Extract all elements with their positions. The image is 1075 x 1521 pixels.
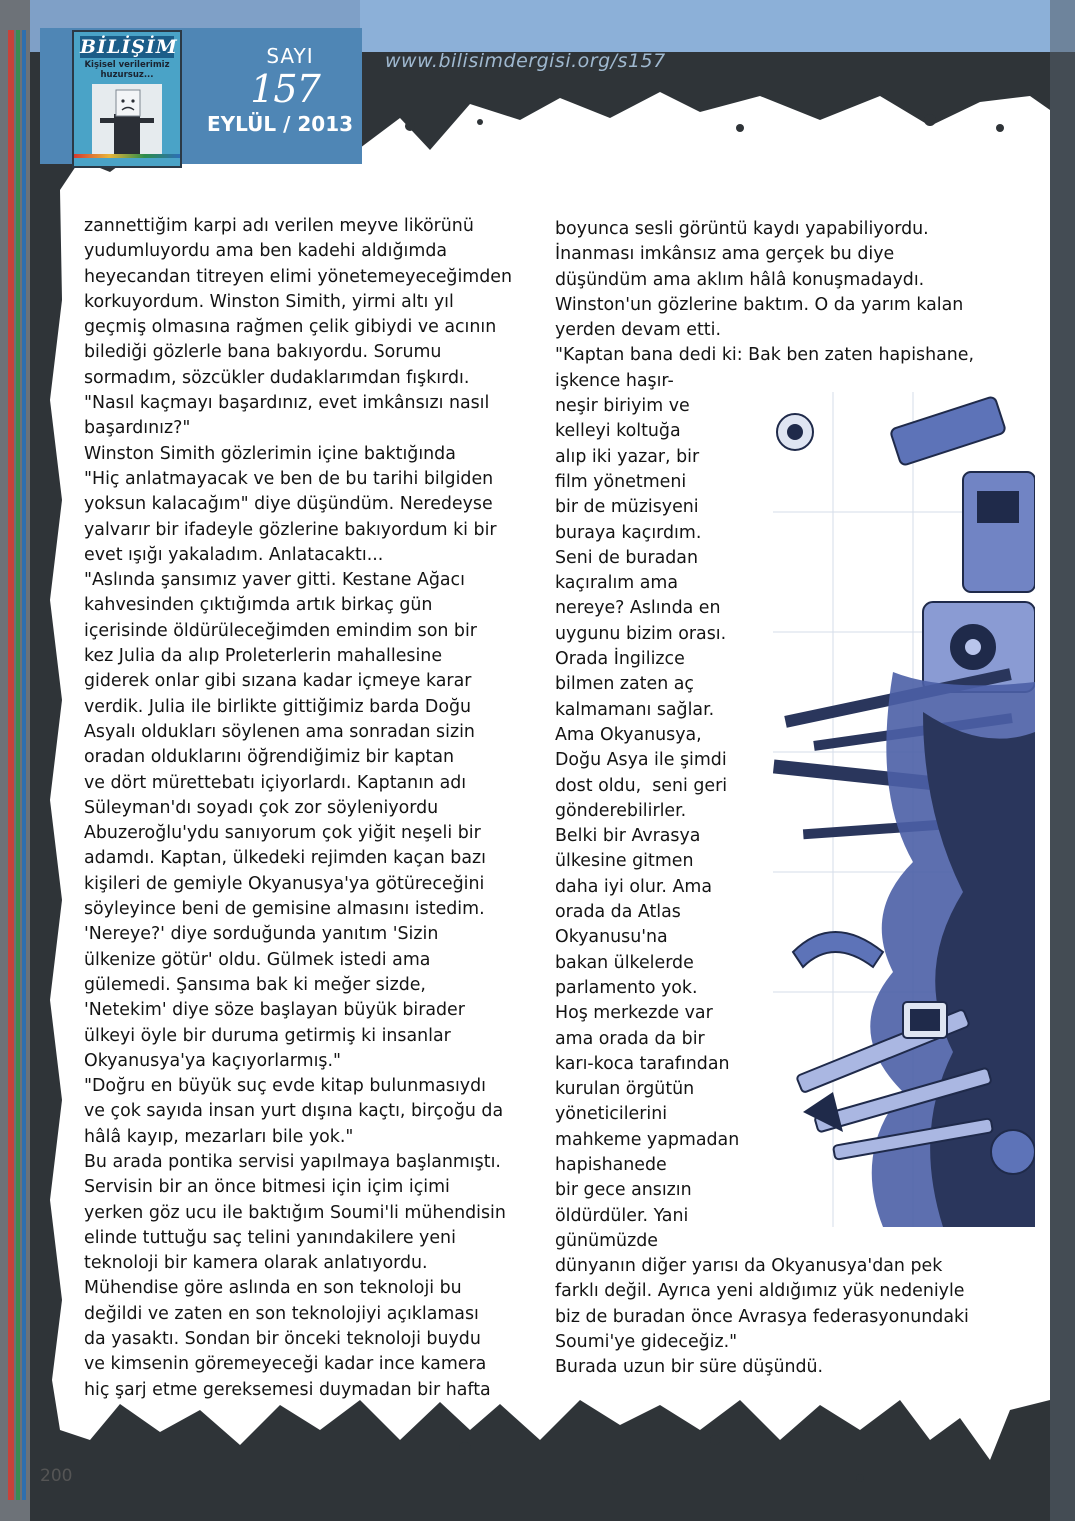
right-column-line: alıp iki yazar, bir <box>555 446 700 467</box>
right-column-line: film yönetmeni <box>555 471 687 492</box>
left-column-line: ve kimsenin göremeyeceği kadar ince kamera <box>84 1354 487 1375</box>
right-column-line: Winston'un gözlerine baktım. O da yarım kalan <box>555 294 964 315</box>
right-column-line: Seni de buradan <box>555 547 698 568</box>
left-column-line: kişileri de gemiyle Okyanusya'ya götüreceğini <box>84 873 485 894</box>
right-column-line: düşündüm ama aklım hâlâ konuşmadaydı. <box>555 269 925 290</box>
left-column-line: sormadım, sözcükler dudaklarımdan fışkırdı. <box>84 367 470 388</box>
left-column-line: da yasaktı. Sondan bir önceki teknoloji buydu <box>84 1329 481 1350</box>
left-column-line: geçmiş olmasına rağmen çelik gibiydi ve acının <box>84 317 497 338</box>
right-column-line: bilmen zaten aç <box>555 674 694 695</box>
site-url[interactable]: www.bilisimdergisi.org/s157 <box>385 50 666 72</box>
page-number: 200 <box>40 1466 73 1486</box>
left-column-line: giderek onlar gibi sızana kadar içmeye karar <box>84 671 472 692</box>
left-column-line: "Hiç anlatmayacak ve ben de bu tarihi bilgiden <box>84 468 494 489</box>
left-column-line: Abuzeroğlu'ydu sanıyorum çok yiğit neşeli bir <box>84 823 481 844</box>
right-column-line: bakan ülkelerde <box>555 952 694 973</box>
left-column-line: hâlâ kayıp, mezarları bile yok." <box>84 1126 354 1147</box>
left-column-line: zannettiğim karpi adı verilen meyve likörünü <box>84 216 474 236</box>
right-column-line: Soumi'ye gideceğiz." <box>555 1332 738 1353</box>
right-column-line: biz de buradan önce Avrasya federasyonundaki <box>555 1306 969 1327</box>
right-column-line: kalmamanı sağlar. <box>555 699 715 720</box>
issue-label: SAYI <box>266 44 314 68</box>
right-column-line: farklı değil. Ayrıca yeni aldığımız yük nedeniyle <box>555 1281 965 1302</box>
right-column-line: parlamento yok. <box>555 977 698 998</box>
right-column-line: Burada uzun bir süre düşündü. <box>555 1357 824 1378</box>
left-column-line: yerken göz ucu ile baktığım Soumi'li mühendisin <box>84 1202 506 1223</box>
left-column-line: Bu arada pontika servisi yapılmaya başlanmıştı. <box>84 1151 501 1172</box>
left-column-line: yalvarır bir ifadeyle gözlerine bakıyordum ki bir <box>84 519 497 540</box>
left-column-line: Servisin bir an önce bitmesi için içim içimi <box>84 1177 450 1198</box>
left-column-line: kahvesinden çıktığımda artık birkaç gün <box>84 595 433 616</box>
left-column-line: gülemedi. Şansıma bak ki meğer sizde, <box>84 974 426 995</box>
left-column-line: hiç şarj etme gereksemesi duymadan bir hafta <box>84 1379 491 1400</box>
left-column-line: adamdı. Kaptan, ülkedeki rejimden kaçan bazı <box>84 848 486 869</box>
right-column-line: ama orada da bir <box>555 1028 705 1049</box>
left-column-line: korkuyordum. Winston Simith, yirmi altı yıl <box>84 291 454 312</box>
right-column-line: yöneticilerini <box>555 1104 668 1125</box>
right-column-line: "Kaptan bana dedi ki: Bak ben zaten hapishane, <box>555 345 975 366</box>
left-column-line: başardınız?" <box>84 418 191 439</box>
surveillance-collage-illustration <box>773 392 1035 1227</box>
left-column-line: kez Julia da alıp Proleterlerin mahallesine <box>84 646 443 667</box>
left-column-line: "Nasıl kaçmayı başardınız, evet imkânsızı nasıl <box>84 393 490 414</box>
right-column-line: dost oldu, seni geri <box>555 775 728 796</box>
cover-headline: Kişisel verilerimiz huzursuz... <box>84 60 170 80</box>
issue-date: EYLÜL / 2013 <box>206 112 354 136</box>
right-column-line: Okyanusu'na <box>555 927 668 948</box>
cover-stripe <box>74 154 180 158</box>
left-column-line: ve dört mürettebatı içiyorlardı. Kaptanın adı <box>84 772 467 793</box>
right-column-line: karı-koca tarafından <box>555 1053 730 1074</box>
left-column-line: söyleyince beni de gemisine almasını istedim. <box>84 899 485 920</box>
left-column-line: oradan olduklarını öğrendiğimiz bir kaptan <box>84 747 454 768</box>
right-column-line: günümüzde <box>555 1230 658 1251</box>
right-column-line: orada da Atlas <box>555 902 681 923</box>
left-column-line: Süleyman'dı soyadı çok zor söyleniyordu <box>84 797 439 818</box>
right-column-line: neşir biriyim ve <box>555 396 690 417</box>
right-column-line: mahkeme yapmadan <box>555 1129 740 1150</box>
right-column-line: öldürdüler. Yani <box>555 1205 689 1226</box>
surveillance-collage-icon <box>773 392 1035 1227</box>
left-column-line: içerisinde öldürüleceğimden emindim son bir <box>84 620 477 641</box>
left-column-line: Asyalı oldukları söylenen ama sonradan sizin <box>84 721 475 742</box>
right-column-line: Hoş merkezde var <box>555 1003 713 1024</box>
right-column-line: hapishanede <box>555 1154 667 1175</box>
left-column-line: Mühendise göre aslında en son teknoloji bu <box>84 1278 462 1299</box>
magazine-cover-thumbnail <box>72 30 182 168</box>
left-column-line: evet ışığı yakaladım. Anlatacaktı... <box>84 544 384 565</box>
cover-photo <box>92 84 162 156</box>
right-column-line: daha iyi olur. Ama <box>555 876 712 897</box>
right-column-line: bir de müzisyeni <box>555 497 699 518</box>
left-column-line: "Aslında şansımız yaver gitti. Kestane Ağacı <box>84 570 465 591</box>
left-column-line: "Doğru en büyük suç evde kitap bulunmasıydı <box>84 1076 486 1097</box>
left-column-line: heyecandan titreyen elimi yönetemeyeceğimden <box>84 266 512 287</box>
right-column-line: dünyanın diğer yarısı da Okyanusya'dan pek <box>555 1256 943 1277</box>
right-column-line: yerden devam etti. <box>555 320 721 341</box>
issue-number: 157 <box>250 67 320 111</box>
right-column-line: ülkesine gitmen <box>555 851 694 872</box>
right-column-line: bir gece ansızın <box>555 1180 692 1201</box>
left-column-line: yudumluyordu ama ben kadehi aldığımda <box>84 241 448 262</box>
left-column-line: bilediği gözlerle bana bakıyordu. Sorumu <box>84 342 442 363</box>
article-left-column <box>84 214 512 1403</box>
left-column-line: ve çok sayıda insan yurt dışına kaçtı, birçoğu da <box>84 1101 504 1122</box>
right-column-line: uygunu bizim orası. <box>555 623 727 644</box>
cover-logo: BİLİŞİM <box>80 36 178 58</box>
right-column-line: Ama Okyanusya, <box>555 724 702 745</box>
right-column-line: buraya kaçırdım. <box>555 522 702 543</box>
right-column-line: Orada İngilizce <box>555 649 685 670</box>
right-column-line: kurulan örgütün <box>555 1079 695 1100</box>
right-column-line: İnanması imkânsız ama gerçek bu diye <box>555 244 895 265</box>
left-column-line: 'Netekim' diye söze başlayan büyük birader <box>84 1000 465 1021</box>
left-column-line: Winston Simith gözlerimin içine baktığında <box>84 443 456 464</box>
left-column-line: 'Nereye?' diye sorduğunda yanıtım 'Sizin <box>84 924 439 945</box>
right-column-line: Doğu Asya ile şimdi <box>555 750 727 771</box>
left-column-line: ülkeyi öyle bir duruma getirmiş ki insanlar <box>84 1025 451 1046</box>
left-column-line: ülkenize götür' oldu. Gülmek istedi ama <box>84 949 431 970</box>
right-column-line: işkence haşır- <box>555 370 674 391</box>
person-with-sign-icon <box>92 84 162 156</box>
right-column-line: boyunca sesli görüntü kaydı yapabiliyordu. <box>555 219 929 239</box>
left-column-line: yoksun kalacağım" diye düşündüm. Neredeyse <box>84 494 493 515</box>
right-column-line: kelleyi koltuğa <box>555 421 681 442</box>
left-column-line: teknoloji bir kamera olarak anlatıyordu. <box>84 1253 428 1274</box>
left-column-line: verdik. Julia ile birlikte gittiğimiz barda Doğu <box>84 696 472 717</box>
right-column-line: Belki bir Avrasya <box>555 826 701 847</box>
left-column-line: değildi ve zaten en son teknolojiyi açıklaması <box>84 1303 479 1324</box>
left-column-line: Okyanusya'ya kaçıyorlarmış." <box>84 1050 341 1071</box>
right-column-line: gönderebilirler. <box>555 800 687 821</box>
right-column-line: nereye? Aslında en <box>555 598 721 619</box>
left-column-line: elinde tuttuğu saç telini yanındakilere yeni <box>84 1227 456 1248</box>
right-column-line: kaçıralım ama <box>555 573 679 594</box>
